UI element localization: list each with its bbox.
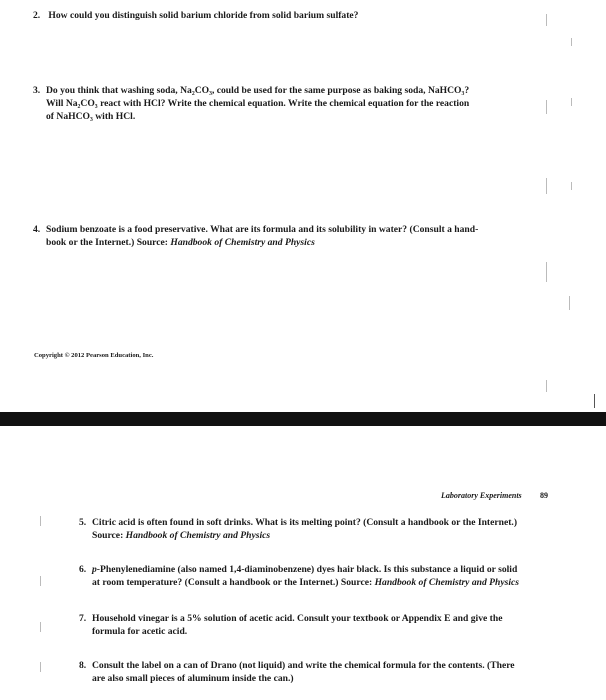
margin-mark <box>569 296 570 310</box>
question-text-line1: Citric acid is often found in soft drinks. What is its melting point? (Consult a handbook or the Internet.) <box>92 517 518 528</box>
margin-mark <box>571 38 572 46</box>
question-5 <box>79 516 579 542</box>
question-number: 3. <box>33 85 41 96</box>
margin-mark <box>40 516 41 526</box>
question-text-line1: Do you think that washing soda, Na₂CO₃, could be used for the same purpose as baking soda, NaHCO₃? <box>46 85 470 96</box>
source-title: Handbook of Chemistry and Physics <box>125 530 271 541</box>
margin-mark <box>40 576 41 586</box>
question-7 <box>79 612 579 638</box>
question-text-line1: Household vinegar is a 5% solution of acetic acid. Consult your textbook or Appendix E and give the <box>92 613 503 624</box>
margin-mark <box>546 262 547 282</box>
margin-mark <box>40 662 41 672</box>
margin-mark <box>40 622 41 632</box>
question-number: 4. <box>33 224 41 235</box>
question-number: 7. <box>79 613 87 624</box>
question-text-line3: of NaHCO₃ with HCl. <box>46 111 136 122</box>
source-title: Handbook of Chemistry and Physics <box>170 237 315 248</box>
question-text-line1: Consult the label on a can of Drano (not liquid) and write the chemical formula for the contents. (There <box>92 660 515 671</box>
question-4 <box>33 223 553 249</box>
question-number: 8. <box>79 660 87 671</box>
page-gutter <box>0 412 606 426</box>
para-prefix: p <box>92 564 97 575</box>
margin-mark <box>594 394 595 408</box>
margin-mark <box>546 178 547 194</box>
question-text-line1: -Phenylenediamine (also named 1,4-diaminobenzene) dyes hair black. Is this substance a liquid or solid <box>96 564 518 575</box>
question-2 <box>33 9 358 22</box>
margin-mark <box>571 182 572 190</box>
margin-mark <box>571 98 572 106</box>
question-text-line2: book or the Internet.) Source: <box>46 237 171 248</box>
margin-mark <box>546 14 547 26</box>
question-text-line2: Will Na₂CO₃ react with HCl? Write the chemical equation. Write the chemical equation for the reaction <box>46 98 470 109</box>
question-text-line1: Sodium benzoate is a food preservative. What are its formula and its solubility in water? (Consult a hand- <box>46 224 479 235</box>
margin-mark <box>546 380 547 392</box>
source-title: Handbook of Chemistry and Physics <box>374 577 520 588</box>
question-number: 6. <box>79 564 87 575</box>
question-text-line2: are also small pieces of aluminum inside the can.) <box>92 673 294 684</box>
margin-mark <box>546 100 547 114</box>
copyright-notice: Copyright © 2012 Pearson Education, Inc. <box>34 352 154 359</box>
question-number: 2. <box>33 10 41 21</box>
question-text-line2: Source: <box>92 530 126 541</box>
question-text: How could you distinguish solid barium chloride from solid barium sulfate? <box>48 10 359 21</box>
question-text-line2: at room temperature? (Consult a handbook or the Internet.) Source: <box>92 577 375 588</box>
running-head: Laboratory Experiments <box>441 491 522 500</box>
question-number: 5. <box>79 517 87 528</box>
question-6 <box>79 563 579 589</box>
question-3 <box>33 84 553 123</box>
question-8 <box>79 659 579 685</box>
question-text-line2: formula for acetic acid. <box>92 626 188 637</box>
page-number: 89 <box>540 491 548 500</box>
